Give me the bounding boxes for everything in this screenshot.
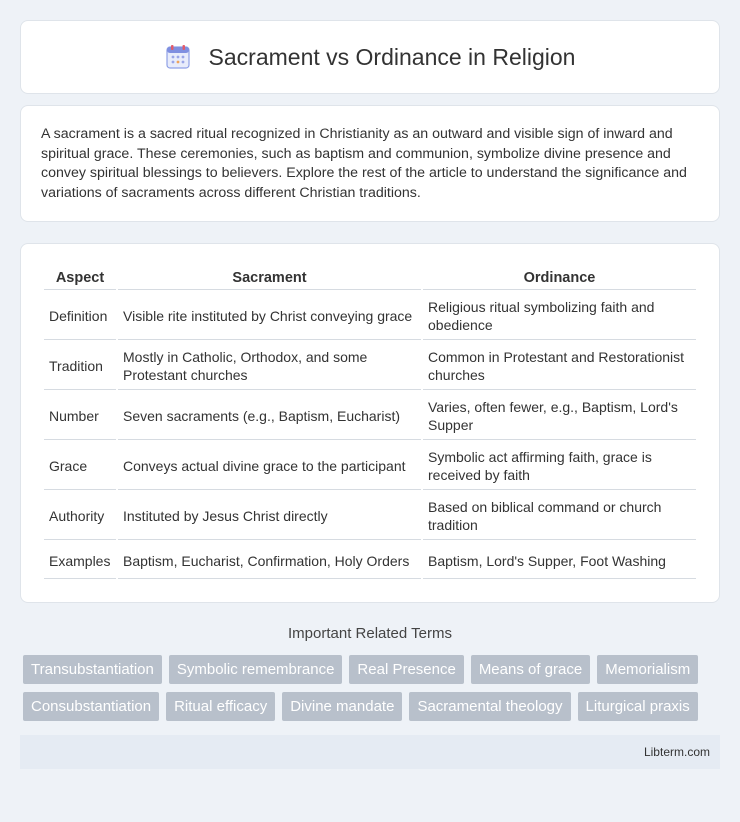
- table-header-row: [44, 268, 696, 290]
- cell-ordinance: Symbolic act affirming faith, grace is received by faith: [423, 442, 696, 490]
- cell-sacrament: Baptism, Eucharist, Confirmation, Holy Orders: [118, 542, 421, 579]
- cell-ordinance: Baptism, Lord's Supper, Foot Washing: [423, 542, 696, 579]
- intro-text: A sacrament is a sacred ritual recognized in Christianity as an outward and visible sign of inward and spiritual grace. These ceremonies, such as baptism and communion, symbolize divine presence and convey spiritual blessings to believers. Explore the rest of the article to understand the significance and variations of sacraments across different Christian traditions.: [41, 126, 687, 201]
- related-terms-title: Important Related Terms: [288, 625, 452, 642]
- cell-aspect: Grace: [44, 442, 116, 490]
- cell-sacrament: Seven sacraments (e.g., Baptism, Eucharist): [118, 392, 421, 440]
- page-title: Sacrament vs Ordinance in Religion: [208, 43, 576, 70]
- title-card: [20, 20, 720, 94]
- header-aspect: Aspect: [44, 268, 116, 290]
- table-row: [44, 542, 696, 579]
- intro-card: [20, 105, 720, 222]
- cell-sacrament: Visible rite instituted by Christ conveying grace: [118, 292, 421, 340]
- header-ordinance: Ordinance: [423, 268, 696, 290]
- term-chip[interactable]: Liturgical praxis: [578, 692, 698, 721]
- related-terms-list: [20, 655, 720, 721]
- table-row: [44, 492, 696, 540]
- term-chip[interactable]: Real Presence: [349, 655, 463, 684]
- cell-ordinance: Common in Protestant and Restorationist churches: [423, 342, 696, 390]
- footer: [20, 735, 720, 769]
- table-row: [44, 442, 696, 490]
- cell-aspect: Tradition: [44, 342, 116, 390]
- term-chip[interactable]: Memorialism: [597, 655, 698, 684]
- term-chip[interactable]: Ritual efficacy: [166, 692, 275, 721]
- term-chip[interactable]: Means of grace: [471, 655, 590, 684]
- table-row: [44, 292, 696, 340]
- cell-aspect: Authority: [44, 492, 116, 540]
- table-row: [44, 392, 696, 440]
- cell-sacrament: Mostly in Catholic, Orthodox, and some Protestant churches: [118, 342, 421, 390]
- cell-ordinance: Based on biblical command or church tradition: [423, 492, 696, 540]
- term-chip[interactable]: Transubstantiation: [23, 655, 162, 684]
- cell-aspect: Examples: [44, 542, 116, 579]
- comparison-table-card: [20, 243, 720, 603]
- calendar-icon: [165, 44, 191, 70]
- cell-ordinance: Varies, often fewer, e.g., Baptism, Lord's Supper: [423, 392, 696, 440]
- cell-ordinance: Religious ritual symbolizing faith and obedience: [423, 292, 696, 340]
- term-chip[interactable]: Consubstantiation: [23, 692, 159, 721]
- term-chip[interactable]: Symbolic remembrance: [169, 655, 343, 684]
- term-chip[interactable]: Divine mandate: [282, 692, 402, 721]
- comparison-table: [42, 266, 698, 581]
- header-sacrament: Sacrament: [118, 268, 421, 290]
- term-chip[interactable]: Sacramental theology: [409, 692, 570, 721]
- cell-sacrament: Instituted by Jesus Christ directly: [118, 492, 421, 540]
- footer-brand-link[interactable]: Libterm.com: [643, 745, 710, 759]
- table-row: [44, 342, 696, 390]
- cell-sacrament: Conveys actual divine grace to the participant: [118, 442, 421, 490]
- cell-aspect: Definition: [44, 292, 116, 340]
- cell-aspect: Number: [44, 392, 116, 440]
